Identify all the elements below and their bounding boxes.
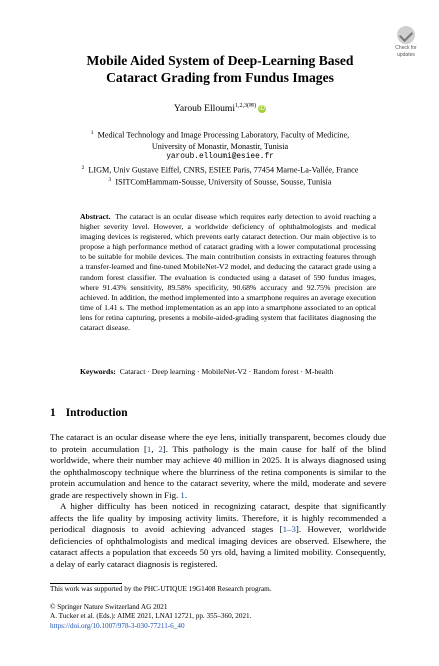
- affiliation-2: [40, 163, 400, 176]
- orcid-icon[interactable]: iD: [259, 106, 265, 113]
- body-text: [50, 432, 386, 570]
- affiliation-1-cont: University of Monastir, Monastir, Tunisia: [151, 141, 289, 151]
- p1-sep: ,: [151, 443, 159, 454]
- citation-link[interactable]: 1–3: [282, 524, 296, 534]
- copyright-block: [50, 603, 251, 631]
- affiliation-2-num: 2: [81, 164, 85, 171]
- affiliation-1: [40, 128, 400, 141]
- footnote-divider: [50, 583, 122, 584]
- p1-text-b: ]. This pathology is the main cause for half of the blind worldwide, where their number may achieve 40 million in 2025. It is always diagnosed using the ophthalmoscopy technique where the blurriness of the retina components is similar to the protein accumulation and hence to the cataract severity, where the mild, moderate and severe grade are respectively shown in Fig.: [50, 443, 386, 500]
- p1-text-c: .: [184, 489, 188, 500]
- abstract-label: Abstract.: [80, 212, 111, 221]
- author-name: Yaroub Elloumi: [173, 103, 236, 115]
- citation-link[interactable]: 2: [158, 443, 163, 454]
- section-heading: [50, 407, 128, 419]
- affiliation-3-num: 3: [108, 177, 112, 184]
- p1-text-a: The cataract is an ocular disease where the eye lens, initially transparent, becomes cloudy due to protein accumulation [: [50, 432, 386, 454]
- citation-line: A. Tucker et al. (Eds.): AIME 2021, LNAI 12721, pp. 355–360, 2021.: [50, 612, 252, 621]
- affiliation-1-text: Medical Technology and Image Processing Laboratory, Faculty of Medicine,: [97, 130, 350, 140]
- keywords: [80, 367, 376, 377]
- author-line: [40, 102, 400, 114]
- abstract: [80, 212, 376, 333]
- section-number: 1: [50, 407, 56, 419]
- copyright-line: © Springer Nature Switzerland AG 2021: [50, 603, 168, 611]
- citation-link[interactable]: 1: [146, 443, 152, 454]
- title-line-2: Cataract Grading from Fundus Images: [106, 70, 334, 85]
- paper-title: [40, 52, 400, 86]
- check-updates-icon: [397, 26, 415, 44]
- doi-link[interactable]: https://doi.org/10.1007/978-3-030-77211-6_40: [50, 621, 185, 630]
- p2-text-b: ]. However, worldwide deficiencies of ophthalmologists and medical imaging devices are observed. Elsewhere, the cataract affects a population that exceeds 50 yrs old, having a limited mobility. Consequently, a delay of early cataract diagnosis is registered.: [50, 524, 386, 569]
- affiliation-2-text: LIGM, Univ Gustave Eiffel, CNRS, ESIEE Paris, 77454 Marne-La-Vallée, France: [88, 165, 359, 175]
- section-title: Introduction: [65, 407, 128, 419]
- p2-text-a: A higher difficulty has been noticed in recognizing cataract, despite that significantly affects the life quality by imposing activity limits. Therefore, it is highly recommended a periodical diagnosis to avoid achieving advanced stages [: [50, 501, 386, 534]
- affiliation-1-num: 1: [90, 130, 94, 136]
- paragraph-2: [50, 501, 386, 570]
- title-line-1: Mobile Aided System of Deep-Learning Based: [86, 53, 354, 68]
- funding-footnote: This work was supported by the PHC-UTIQUE 19G1408 Research program.: [50, 585, 272, 593]
- author-affil-sup: 1,2,3(✉): [235, 103, 257, 109]
- affiliations: [40, 128, 400, 188]
- figure-link[interactable]: 1: [180, 489, 185, 500]
- affiliation-3: [40, 175, 400, 188]
- author-email[interactable]: yaroub.elloumi@esiee.fr: [166, 152, 274, 161]
- badge-label-1: Check for: [395, 45, 417, 51]
- keywords-text: Cataract · Deep learning · MobileNet-V2 · Random forest · M-health: [119, 367, 334, 376]
- paragraph-1: [50, 432, 386, 501]
- badge-label-2: updates: [397, 52, 415, 58]
- abstract-text: The cataract is an ocular disease which requires early detection to avoid reaching a higher severity level. However, a worldwide deficiency of ophthalmologists and medical imaging devices is registered, which prevents early cataract detection. Our main objective is to propose a high performance method of cataract grading with a lower computational processing to be suitable for mobile devices. The main contribution consists in extracting features through a transfer-learned and fine-tuned MobileNet-V2 model, and deducing the cataract grade using a random forest classifier. The evaluation is conducted using a dataset of 590 fundus images, where 91.43% sensitivity, 89.58% specificity, 90.68% accuracy and 92.75% precision are achieved. In addition, the method implemented into a smartphone requires an average execution time of 1.41 s. The method implementation as an app into a smartphone associated to an optical lens for retina capturing, presents a mobile-aided-grading system that facilitates diagnosing the cataract disease.: [80, 212, 376, 333]
- affiliation-3-text: ISITComHammam-Sousse, University of Sousse, Sousse, Tunisia: [115, 178, 332, 188]
- keywords-label: Keywords:: [80, 367, 116, 376]
